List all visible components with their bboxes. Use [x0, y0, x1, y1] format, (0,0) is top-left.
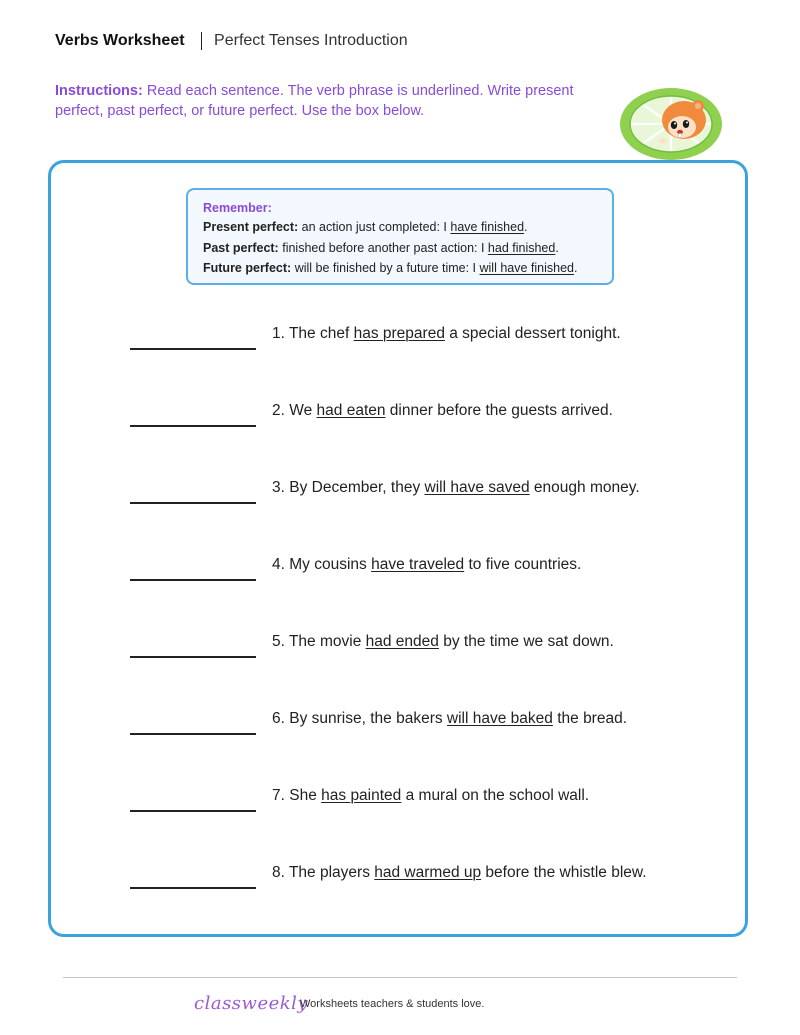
sentence-end: enough money.: [529, 479, 640, 496]
question-8: [130, 859, 647, 887]
answer-input[interactable]: [130, 638, 256, 658]
question-2: [130, 397, 613, 425]
footer-divider: [63, 977, 737, 978]
verb-phrase: had warmed up: [374, 864, 482, 881]
remember-text: will be finished by a future time: I: [294, 261, 480, 275]
worksheet-header: [55, 30, 408, 52]
footer-tagline: Worksheets teachers & students love.: [300, 998, 485, 1010]
worksheet-title: Verbs Worksheet: [55, 32, 185, 49]
question-4: [130, 551, 581, 579]
answer-input[interactable]: [130, 484, 256, 504]
question-number: 2.: [272, 402, 285, 419]
sentence-start: We: [289, 402, 317, 419]
remember-row-present: [203, 217, 612, 238]
question-7: [130, 782, 589, 810]
verb-phrase: will have baked: [446, 710, 553, 727]
answer-input[interactable]: [130, 715, 256, 735]
question-text: [272, 710, 627, 728]
remember-verb: have finished: [450, 220, 525, 234]
sentence-end: a mural on the school wall.: [401, 787, 590, 804]
instructions: [55, 81, 615, 121]
sentence-start: By December, they: [289, 479, 425, 496]
question-number: 4.: [272, 556, 285, 573]
question-text: [272, 787, 589, 805]
verb-phrase: will have saved: [424, 479, 530, 496]
question-number: 8.: [272, 864, 285, 881]
hamster-wheel-icon: [618, 86, 724, 162]
sentence-start: She: [289, 787, 322, 804]
header-divider: [201, 32, 203, 50]
answer-input[interactable]: [130, 407, 256, 427]
question-text: [272, 479, 640, 497]
instructions-text: Read each sentence. The verb phrase is underlined. Write present perfect, past perfect, or future perfect. Use the box below.: [55, 83, 574, 119]
sentence-start: The players: [288, 864, 375, 881]
question-number: 5.: [272, 633, 285, 650]
question-number: 3.: [272, 479, 285, 496]
answer-input[interactable]: [130, 869, 256, 889]
sentence-end: the bread.: [552, 710, 628, 727]
remember-end: .: [555, 240, 559, 255]
question-text: [272, 864, 647, 882]
remember-text: an action just completed: I: [301, 220, 451, 234]
remember-verb: had finished: [487, 240, 556, 255]
verb-phrase: had ended: [365, 633, 439, 650]
remember-row-future: [203, 258, 612, 279]
sentence-start: My cousins: [289, 556, 372, 573]
remember-verb: will have finished: [479, 261, 574, 275]
brand-logo: classweekly: [194, 993, 309, 1014]
remember-term: Past perfect:: [203, 240, 279, 255]
sentence-end: by the time we sat down.: [438, 633, 614, 650]
remember-row-past: [203, 238, 612, 259]
sentence-start: The movie: [288, 633, 366, 650]
sentence-start: The chef: [288, 325, 354, 342]
answer-input[interactable]: [130, 792, 256, 812]
sentence-end: a special dessert tonight.: [444, 325, 621, 342]
sentence-end: to five countries.: [464, 556, 582, 573]
question-3: [130, 474, 640, 502]
remember-end: .: [524, 220, 528, 234]
answer-input[interactable]: [130, 330, 256, 350]
verb-phrase: has painted: [321, 787, 402, 804]
question-text: [272, 633, 614, 651]
question-text: [272, 402, 613, 420]
verb-phrase: have traveled: [371, 556, 465, 573]
sentence-start: By sunrise, the bakers: [289, 710, 447, 727]
question-number: 1.: [272, 325, 285, 342]
question-text: [272, 325, 621, 343]
remember-box: [186, 188, 614, 285]
question-6: [130, 705, 627, 733]
remember-text: finished before another past action: I: [282, 240, 488, 255]
question-1: [130, 320, 621, 348]
remember-term: Future perfect:: [203, 261, 292, 275]
instructions-label: Instructions:: [55, 83, 143, 99]
sentence-end: before the whistle blew.: [481, 864, 647, 881]
remember-title: Remember:: [203, 201, 272, 215]
question-number: 7.: [272, 787, 285, 804]
answer-input[interactable]: [130, 561, 256, 581]
remember-end: .: [574, 261, 578, 275]
question-5: [130, 628, 614, 656]
verb-phrase: had eaten: [316, 402, 386, 419]
question-text: [272, 556, 581, 574]
question-number: 6.: [272, 710, 285, 727]
worksheet-subtitle: Perfect Tenses Introduction: [214, 32, 408, 49]
remember-term: Present perfect:: [203, 220, 299, 234]
sentence-end: dinner before the guests arrived.: [385, 402, 613, 419]
verb-phrase: has prepared: [353, 325, 445, 342]
